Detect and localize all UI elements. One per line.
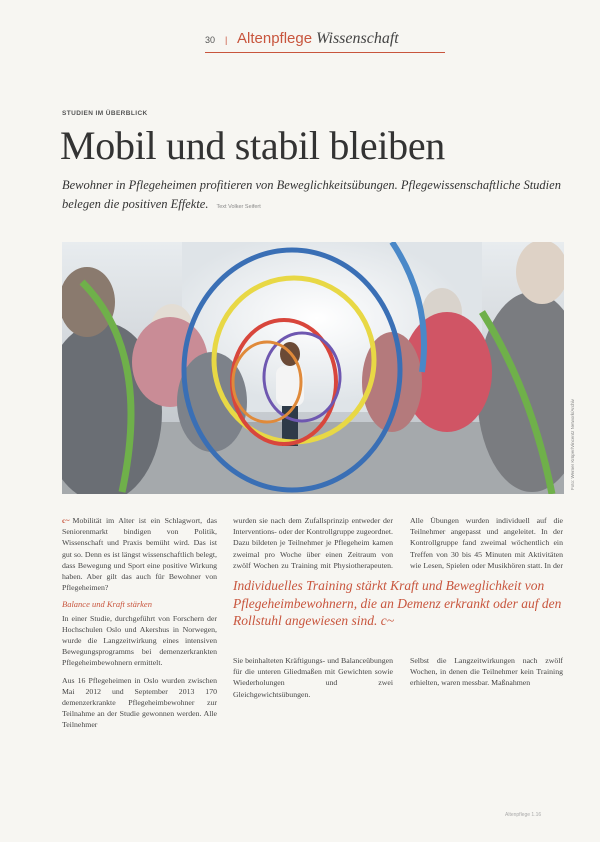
body-column-2-bottom <box>233 655 393 795</box>
col1-paragraph-3: Aus 16 Pflegeheimen in Oslo wurden zwischen Mai 2012 und September 2013 170 demenzerkrankte Pflegeheimbewohner zur Teilnahme an der Studie gewonnen werden. Alle Teilnehmer <box>62 675 217 730</box>
article-photo <box>62 242 564 494</box>
lead-text: Bewohner in Pflegeheimen profitieren von Beweglichkeitsübungen. Pflegewissenschaftliche Studien belegen die positiven Effekte. <box>62 178 561 211</box>
pull-quote-text: Individuelles Training stärkt Kraft und Beweglichkeit von Pflegeheimbewohnern, die an Demenz erkrankt oder auf den Rollstuhl angewiesen sind. <box>233 578 562 628</box>
exercise-class-illustration <box>62 242 564 494</box>
header-rule <box>205 52 445 53</box>
col1-paragraph-2: In einer Studie, durchgeführt von Forschern der Hochschulen Oslo und Akershus in Norwegen, wurde die Langzeitwirkung eines intensiven Bewegungsprogramms bei demenzerkrankten Pflegeheimbewohnern ermittelt. <box>62 613 217 668</box>
author-byline: Text Volker Seifert <box>216 204 261 210</box>
body-column-3-bottom <box>410 655 563 795</box>
section-title <box>237 30 399 48</box>
col3-paragraph-2: Selbst die Langzeitwirkungen nach zwölf Wochen, in denen die Teilnehmer kein Training erhielten, waren messbar. Maßnahmen <box>410 656 563 688</box>
col2-paragraph-1: wurden sie nach dem Zufallsprinzip entweder der Interventions- oder der Kontrollgruppe zugeordnet. Dazu bildeten je Teilnehmer je Pflegeheim kamen zweimal pro Woche über einen Zeitraum von zwölf Wochen zu Training mit Physiotherapeuten. <box>233 516 393 570</box>
photo-credit <box>570 260 578 490</box>
col2-paragraph-2: Sie beinhalteten Kräftigungs- und Balanceübungen für die unteren Gliedmaßen mit Gewichten sowie Wiederholungen und zwei Gleichgewichtsübungen. <box>233 656 393 699</box>
article-kicker: STUDIEN IM ÜBERBLICK <box>62 110 148 117</box>
section-title-main: Altenpflege <box>237 30 313 47</box>
photo-credit-text: Foto: Werner Krüper/Vincentz Network/Archiv <box>570 399 575 490</box>
body-column-3-top <box>410 515 563 573</box>
col1-text-1: Mobilität im Alter ist ein Schlagwort, das Seniorenmarkt bindigen von Politik, Wissenschaft und Praxis bemüht wird. Das ist gut so. Denn es ist längst wissenschaftlich belegt, dass Bewegung und Sport eine positive Wirkung haben. Aber gilt das auch für Bewohner von Pflegeheimen? <box>62 516 217 593</box>
article-lead <box>62 176 582 217</box>
article-title: Mobil und stabil bleiben <box>60 123 445 168</box>
body-column-2-top <box>233 515 393 573</box>
col1-subhead: Balance und Kraft stärken <box>62 599 152 610</box>
page-number: 30 <box>205 35 216 45</box>
page-footer: Altenpflege 1.16 <box>505 812 542 818</box>
pull-quote <box>233 577 563 630</box>
header-separator: | <box>225 35 228 45</box>
col3-paragraph-1: Alle Übungen wurden individuell auf die Teilnehmer angepasst und angeleitet. In der Kontrollgruppe fand zweimal wöchentlich ein Treffen von 30 bis 45 Minuten mit Aktivitäten wie Lesen, Spielen oder Musikhören statt. In der <box>410 516 563 570</box>
drop-mark: c~ <box>62 516 70 525</box>
col1-paragraph-1 <box>62 515 217 593</box>
section-title-sub: Wissenschaft <box>316 30 399 47</box>
pull-quote-mark: c~ <box>380 613 395 628</box>
body-column-1 <box>62 515 217 737</box>
running-header <box>205 30 445 52</box>
